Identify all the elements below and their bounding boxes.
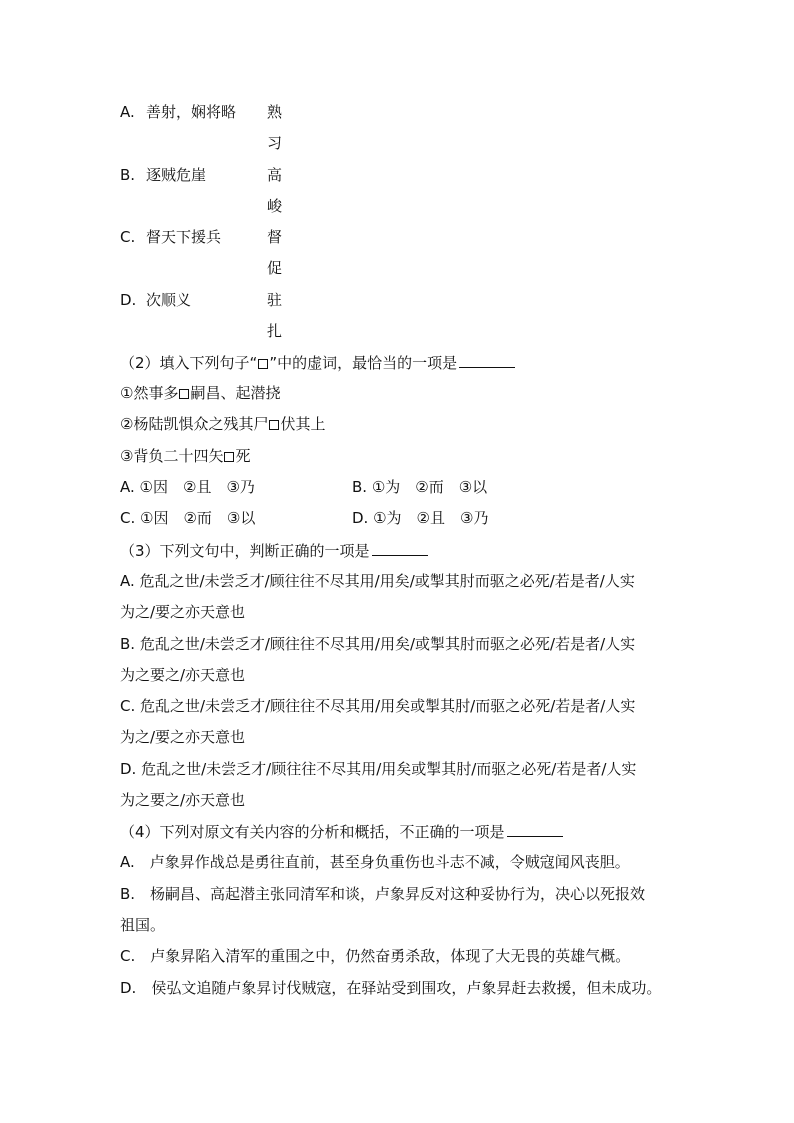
q2-sentence-3: [120, 446, 250, 466]
q2-option-a-text: ①因 ②且 ③乃: [139, 478, 255, 496]
q1-option-b-letter: B.: [120, 166, 136, 184]
q2-sentence-3-after: 死: [235, 447, 251, 465]
q2-option-c-letter: C.: [120, 509, 136, 527]
q1-option-a-letter: A.: [120, 103, 135, 121]
q2-sentence-1-before: ①然事多: [120, 384, 179, 402]
q2-option-c: [120, 508, 255, 528]
q2-option-d-letter: D.: [352, 509, 369, 527]
q1-option-b-phrase: 逐贼危崖: [146, 166, 207, 184]
blank-box-icon: [258, 359, 268, 369]
answer-blank[interactable]: [507, 821, 563, 837]
q1-option-a-phrase: 善射，娴将略: [146, 103, 237, 121]
answer-blank[interactable]: [459, 352, 515, 368]
q2-option-b-text: ①为 ②而 ③以: [371, 478, 488, 496]
q4-option-b-line1: B. 杨嗣昌、高起潜主张同清军和谈，卢象昇反对这种妥协行为，决心以死报效: [120, 885, 646, 903]
q1-option-b-gloss-char: 高: [267, 166, 283, 184]
q3-option-a-line2: 为之/要之亦天意也: [120, 603, 246, 621]
q1-option-d-letter: D.: [120, 291, 137, 309]
q1-option-c-gloss-char: 督: [267, 228, 283, 246]
q4-stem: [120, 821, 563, 842]
q4-stem-text: （4）下列对原文有关内容的分析和概括，不正确的一项是: [120, 823, 505, 841]
answer-blank[interactable]: [372, 540, 428, 556]
q2-sentence-1-after: 嗣昌、起潜挠: [190, 384, 281, 402]
q3-stem: [120, 540, 428, 561]
q1-option-b-gloss-char: 峻: [267, 197, 283, 215]
q2-sentence-1: [120, 383, 280, 403]
q2-stem-prefix: （2）填入下列句子“: [120, 354, 258, 372]
q2-option-d: [352, 508, 488, 528]
blank-box-icon: [269, 420, 279, 430]
q2-sentence-2: [120, 414, 325, 434]
q4-option-c-line1: C. 卢象昇陷入清军的重围之中，仍然奋勇杀敌，体现了大无畏的英雄气概。: [120, 947, 631, 965]
blank-box-icon: [179, 389, 189, 399]
q2-sentence-2-after: 伏其上: [280, 415, 326, 433]
q3-option-d-line2: 为之要之/亦天意也: [120, 791, 246, 809]
q1-option-c-gloss-char: 促: [267, 259, 283, 277]
q1-option-c-phrase: 督天下援兵: [146, 228, 222, 246]
q2-option-b-letter: B.: [352, 478, 368, 496]
q3-stem-text: （3）下列文句中，判断正确的一项是: [120, 542, 370, 560]
blank-box-icon: [224, 452, 234, 462]
q2-stem: [120, 352, 515, 373]
q4-option-d-line1: D. 侯弘文追随卢象昇讨伐贼寇，在驿站受到围攻，卢象昇赶去救援，但未成功。: [120, 979, 662, 997]
q3-option-a-line1: A. 危乱之世/未尝乏才/顾往往不尽其用/用矣/或掣其肘而驱之必死/若是者/人实: [120, 572, 635, 590]
q3-option-c-line2: 为之/要之亦天意也: [120, 728, 246, 746]
q4-option-b-line2: 祖国。: [120, 916, 166, 934]
q3-option-b-line1: B. 危乱之世/未尝乏才/顾往往不尽其用/用矣/或掣其肘而驱之必死/若是者/人实: [120, 635, 636, 653]
q4-option-a-line1: A. 卢象昇作战总是勇往直前，甚至身负重伤也斗志不减，令贼寇闻风丧胆。: [120, 853, 630, 871]
q3-option-d-line1: D. 危乱之世/未尝乏才/顾往往不尽其用/用矣或掣其肘/而驱之必死/若是者/人实: [120, 760, 637, 778]
q1-option-d-phrase: 次顺义: [146, 291, 192, 309]
q2-stem-suffix: ”中的虚词，最恰当的一项是: [269, 354, 458, 372]
q1-option-d-gloss-char: 驻: [267, 291, 283, 309]
q2-option-a-letter: A.: [120, 478, 135, 496]
q2-option-d-text: ①为 ②且 ③乃: [373, 509, 489, 527]
q1-option-a-gloss-char: 熟: [267, 103, 283, 121]
q2-option-a: [120, 477, 255, 497]
q2-option-c-text: ①因 ②而 ③以: [140, 509, 256, 527]
q1-option-d-gloss-char: 扎: [267, 322, 283, 340]
q1-option-c-letter: C.: [120, 228, 136, 246]
q2-sentence-3-before: ③背负二十四矢: [120, 447, 224, 465]
q1-option-a-gloss-char: 习: [267, 134, 283, 152]
q3-option-b-line2: 为之要之/亦天意也: [120, 666, 246, 684]
q2-option-b: [352, 477, 487, 497]
q3-option-c-line1: C. 危乱之世/未尝乏才/顾往往不尽其用/用矣或掣其肘/而驱之必死/若是者/人实: [120, 697, 636, 715]
q2-sentence-2-before: ②杨陆凯惧众之残其尸: [120, 415, 269, 433]
